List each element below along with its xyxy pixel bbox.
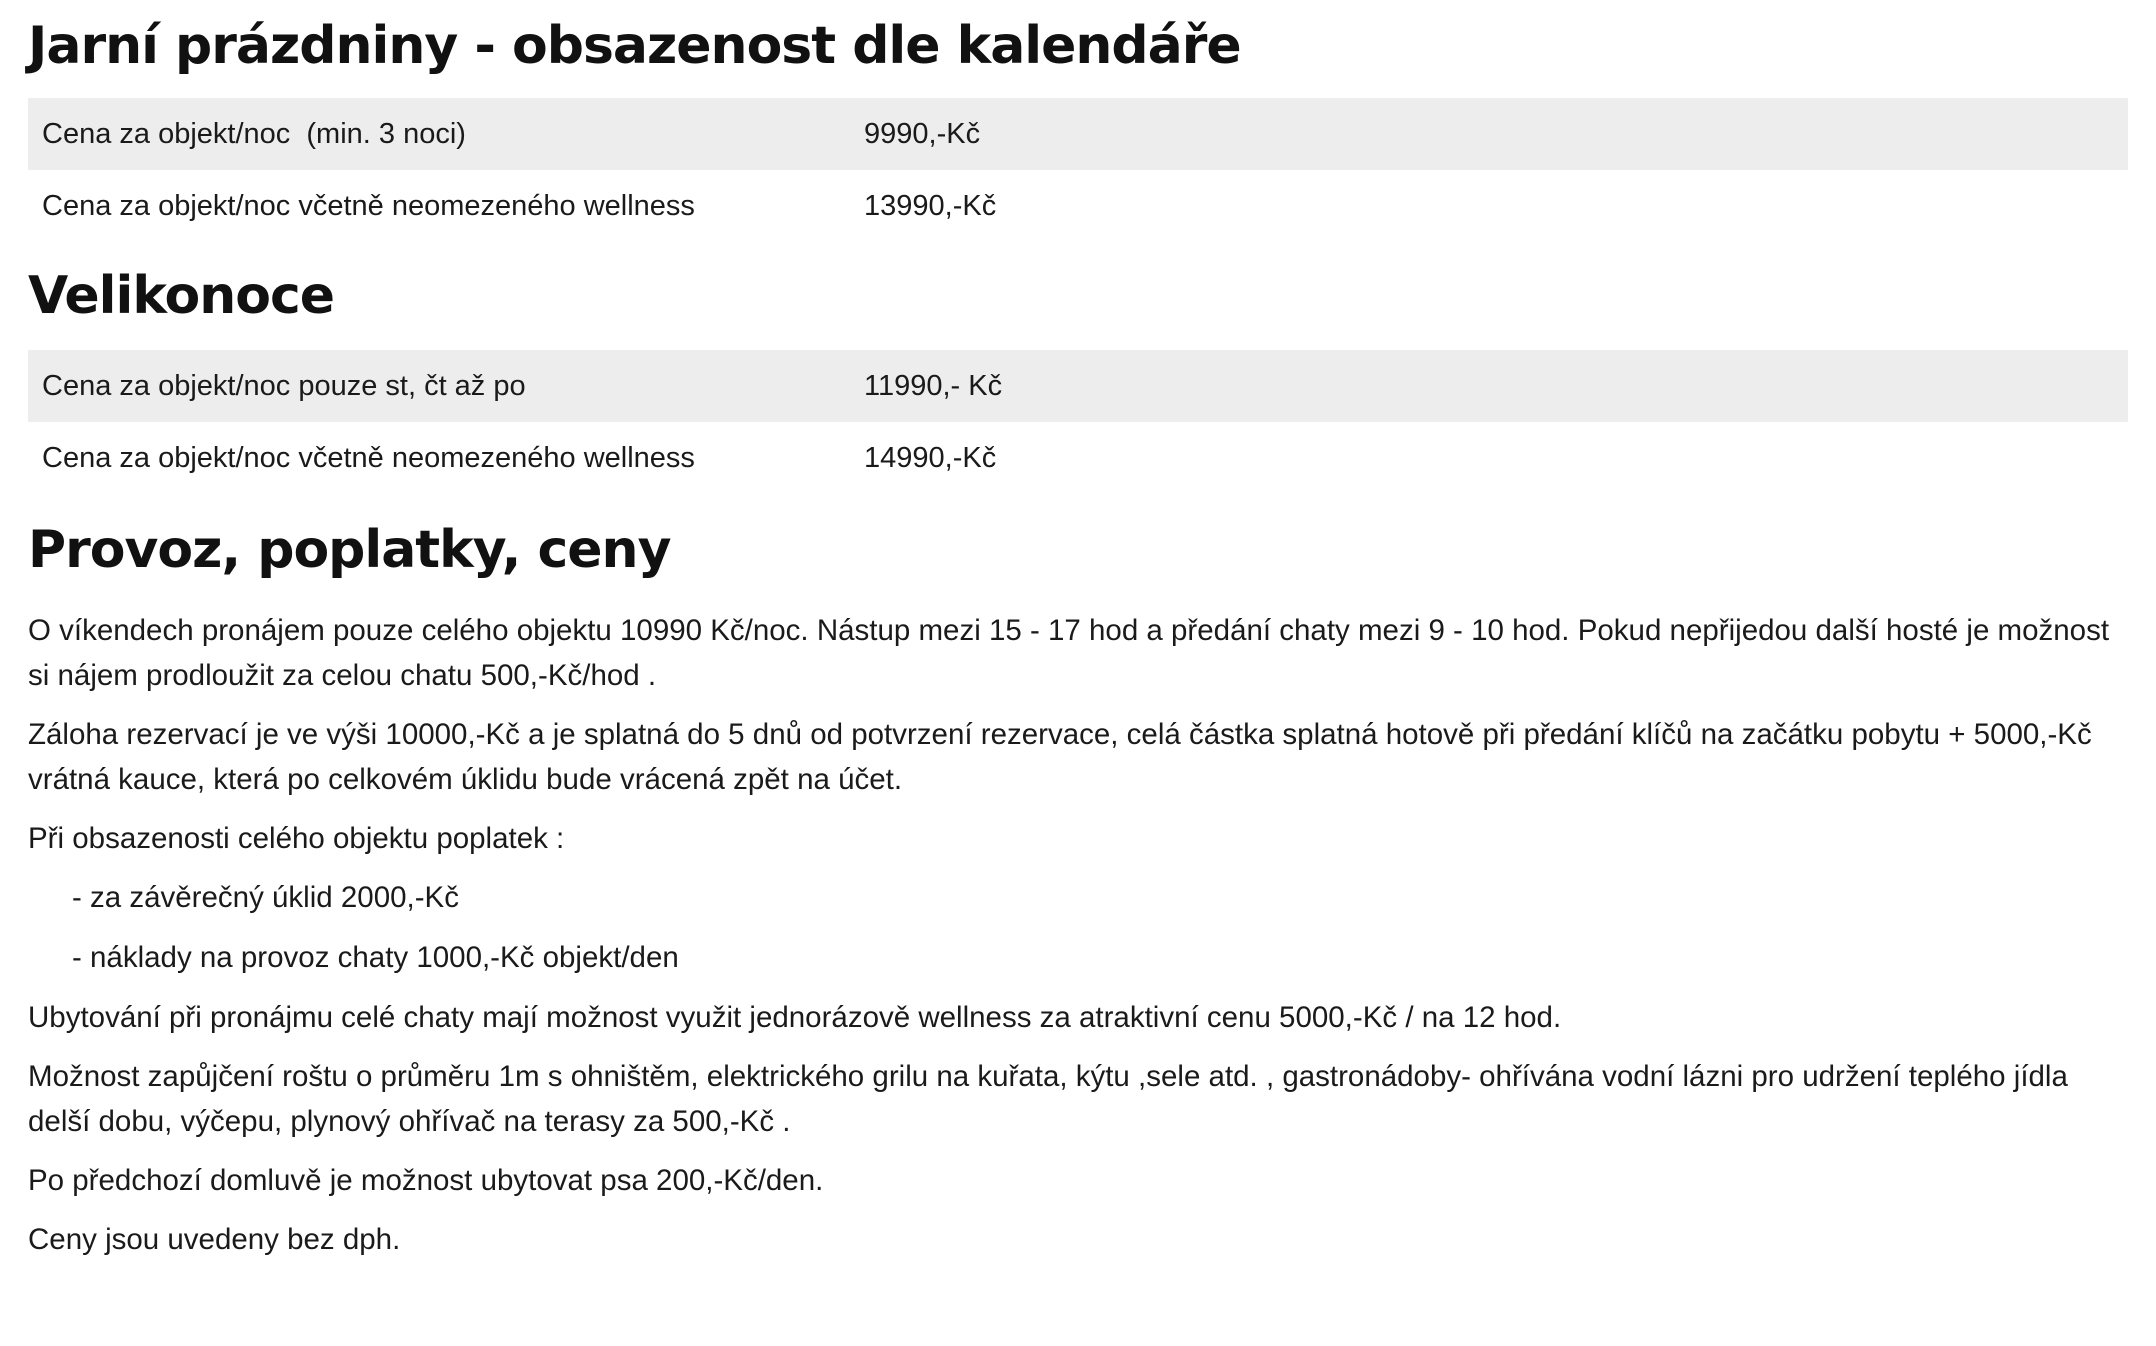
fee-item-cleaning: - za závěrečný úklid 2000,-Kč [72,881,459,914]
price-label: Cena za objekt/noc včetně neomezeného wellness [42,441,695,474]
price-value: 11990,- Kč [864,369,1003,402]
price-row [28,422,2128,494]
paragraph-weekend-rental: O víkendech pronájem pouze celého objektu 10990 Kč/noc. Nástup mezi 15 - 17 hod a předání chaty mezi 9 - 10 hod. Pokud nepřijedou další hosté je možnost si nájem prodloužit za celou chatu 500,-Kč/hod . [28,614,2110,692]
price-row [28,98,2128,170]
price-label: Cena za objekt/noc pouze st, čt až po [42,369,526,402]
price-value: 9990,-Kč [864,117,981,150]
price-table-velikonoce [28,350,2128,494]
price-label: Cena za objekt/noc (min. 3 noci) [42,117,466,150]
paragraph-deposit: Záloha rezervací je ve výši 10000,-Kč a je splatná do 5 dnů od potvrzení rezervace, celá částka splatná hotově při předání klíčů na začátku pobytu + 5000,-Kč vrátná kauce, která po celkovém úklidu bude vrácená zpět na účet. [28,718,2092,796]
price-value: 14990,-Kč [864,441,997,474]
fee-item-operation: - náklady na provoz chaty 1000,-Kč objekt/den [72,941,679,974]
price-value: 13990,-Kč [864,189,997,222]
price-table-jarni [28,98,2128,242]
paragraph-vat-note: Ceny jsou uvedeny bez dph. [28,1223,401,1256]
price-row [28,350,2128,422]
paragraph-equipment-rental: Možnost zapůjčení roštu o průměru 1m s ohništěm, elektrického grilu na kuřata, kýtu ,sele atd. , gastronádoby- ohřívána vodní lázni pro udržení teplého jídla delší dobu, výčepu, plynový ohřívač na terasy za 500,-Kč . [28,1060,2068,1138]
paragraph-fees-intro: Při obsazenosti celého objektu poplatek : [28,822,565,855]
price-row [28,170,2128,242]
price-label: Cena za objekt/noc včetně neomezeného wellness [42,189,695,222]
section-title-provoz: Provoz, poplatky, ceny [28,520,671,580]
paragraph-wellness: Ubytování při pronájmu celé chaty mají možnost využit jednorázově wellness za atraktivní cenu 5000,-Kč / na 12 hod. [28,1001,1562,1034]
section-title-velikonoce: Velikonoce [28,266,335,326]
paragraph-pets: Po předchozí domluvě je možnost ubytovat psa 200,-Kč/den. [28,1164,824,1197]
section-title-jarni-prazdniny: Jarní prázdniny - obsazenost dle kalendáře [28,16,1241,76]
